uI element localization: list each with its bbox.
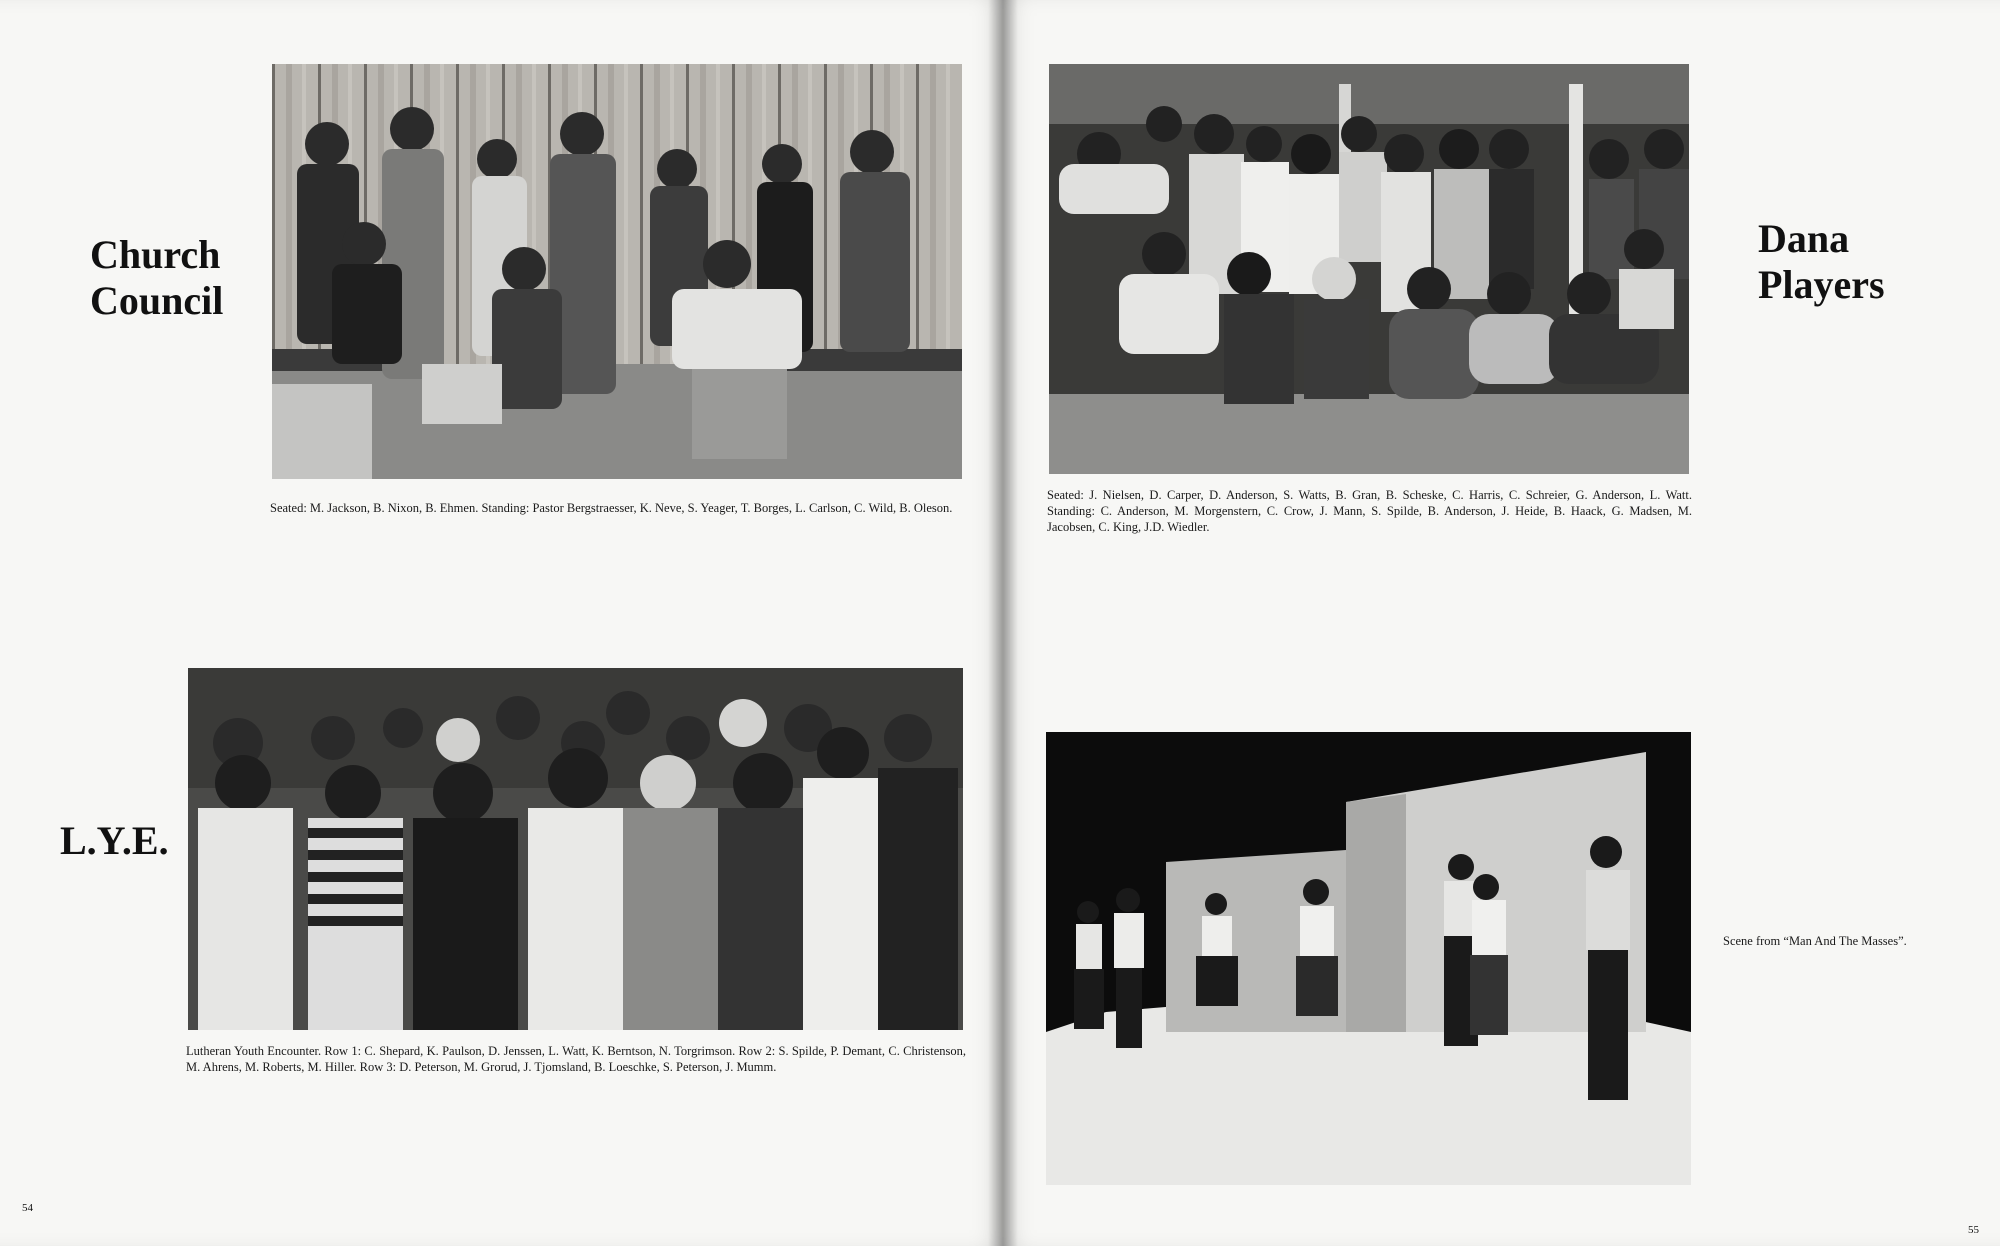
church-council-caption: Seated: M. Jackson, B. Nixon, B. Ehmen. Standing: Pastor Bergstraesser, K. Neve, S. Yeager, T. Borges, L. Carlson, C. Wild, B. Oleson. bbox=[270, 501, 953, 515]
dana-players-heading-line1: Dana bbox=[1758, 216, 1850, 261]
dana-players-heading bbox=[1758, 216, 1885, 308]
right-page bbox=[1003, 0, 2000, 1246]
page-number-left: 54 bbox=[22, 1202, 33, 1214]
church-council-heading bbox=[90, 232, 223, 324]
dana-players-photo bbox=[1049, 64, 1689, 474]
scene-caption: Scene from “Man And The Masses”. bbox=[1723, 934, 1907, 948]
page-number-right: 55 bbox=[1968, 1224, 1979, 1236]
lye-heading: L.Y.E. bbox=[60, 818, 169, 863]
church-council-heading-line1: Church bbox=[90, 232, 221, 277]
lye-photo bbox=[188, 668, 963, 1030]
book-gutter bbox=[988, 0, 1018, 1246]
lye-caption: Lutheran Youth Encounter. Row 1: C. Shepard, K. Paulson, D. Jenssen, L. Watt, K. Berntson, N. Torgrimson. Row 2: S. Spilde, P. Demant, C. Christenson, M. Ahrens, M. Roberts, M. Hiller. Row 3: D. Peterson, M. Grorud, J. Tjomsland, B. Loeschke, S. Peterson, J. Mumm. bbox=[186, 1044, 966, 1074]
scene-photo bbox=[1046, 732, 1691, 1185]
dana-players-heading-line2: Players bbox=[1758, 262, 1885, 307]
church-council-photo bbox=[272, 64, 962, 479]
church-council-heading-line2: Council bbox=[90, 278, 224, 323]
dana-players-caption: Seated: J. Nielsen, D. Carper, D. Anderson, S. Watts, B. Gran, B. Scheske, C. Harris, C. Schreier, G. Anderson, L. Watt. Standing: C. Anderson, M. Morgenstern, C. Crow, J. Mann, S. Spilde, B. Anderson, J. Heide, B. Haack, G. Madsen, M. Jacobsen, C. King, J.D. Wiedler. bbox=[1047, 488, 1692, 534]
